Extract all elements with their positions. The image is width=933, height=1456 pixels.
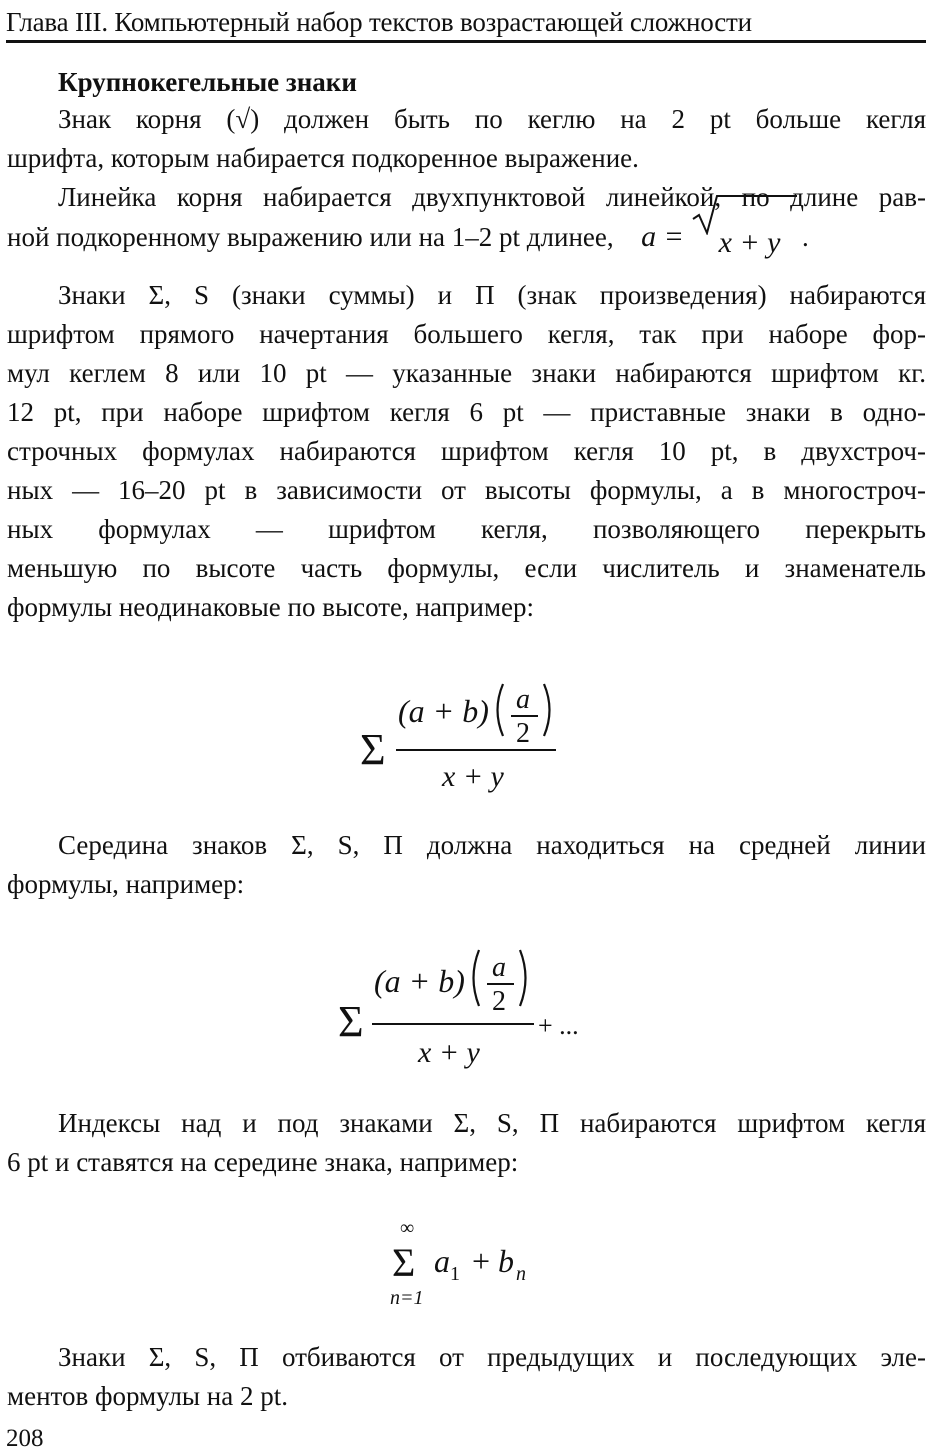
line-text: ных формулах — шрифтом кегля, позволяющего перекрыть: [7, 514, 926, 544]
text-line: [7, 510, 926, 549]
text-line: [7, 826, 926, 865]
paragraph-sign-middle: [7, 826, 926, 904]
line-text: шрифтом прямого начертания большего кегля, так при наборе фор-: [7, 319, 926, 349]
line-text: Середина знаков Σ, S, П должна находиться на средней линии: [58, 830, 926, 860]
text-line: [7, 865, 926, 904]
text-line: [7, 1104, 926, 1143]
text-line: [7, 432, 926, 471]
text-line: [7, 1338, 926, 1377]
line-text: строчных формулах набираются шрифтом кегля 10 pt, в двухстроч-: [7, 436, 926, 466]
text-line: [7, 588, 926, 627]
section-title: Крупнокегельные знаки: [58, 67, 357, 97]
paragraph-root-rule: [7, 178, 926, 263]
formula-period: .: [802, 222, 809, 252]
text-line: [7, 471, 926, 510]
plus-sign: +: [472, 1243, 491, 1279]
line-text: ментов формулы на 2 pt.: [7, 1381, 288, 1411]
sqrt-sign-icon: [691, 193, 801, 235]
left-paren: [474, 950, 480, 1006]
paragraph-spacing: [7, 1338, 926, 1416]
inline-formula-lhs: a =: [641, 220, 684, 253]
formula-sum-fraction-2: [338, 932, 598, 1077]
running-head: Глава III. Компьютерный набор текстов возрастающей сложности: [6, 7, 752, 37]
paragraph-root-sign: [7, 100, 926, 178]
sigma-sign: Σ: [392, 1240, 416, 1285]
formula-series: [388, 1216, 558, 1317]
lower-limit: n=1: [390, 1287, 424, 1309]
text-line: [7, 1377, 926, 1416]
text-line: [7, 1143, 926, 1182]
text-line: [7, 139, 926, 178]
paragraph-sum-signs: [7, 276, 926, 627]
line-text: Линейка корня набирается двухпунктовой линейкой, по длине рав-: [58, 182, 926, 212]
sigma-sign: Σ: [360, 725, 386, 774]
line-text: шрифта, которым набирается подкоренное выражение.: [7, 143, 639, 173]
line-text: ной подкоренному выражению или на 1–2 pt длинее,: [7, 222, 614, 252]
line-text: формулы, например:: [7, 869, 245, 899]
term-a: a: [434, 1243, 450, 1279]
inline-sqrt: [691, 223, 781, 263]
line-text: 6 pt и ставятся на середине знака, например:: [7, 1147, 519, 1177]
inner-numerator: a: [516, 684, 530, 715]
text-line: [7, 393, 926, 432]
term-b: b: [498, 1243, 514, 1279]
formula-sum-fraction-1: [360, 664, 580, 799]
line-text: меньшую по высоте часть формулы, если числитель и знаменатель: [7, 553, 926, 583]
line-text: ных — 16–20 pt в зависимости от высоты формулы, а в многостроч-: [7, 475, 926, 505]
line-text: Знаки Σ, S (знаки суммы) и П (знак произведения) набираются: [58, 280, 926, 310]
line-text: Знаки Σ, S, П отбиваются от предыдущих и последующих эле-: [58, 1342, 926, 1372]
line-text: Индексы над и под знаками Σ, S, П набираются шрифтом кегля: [58, 1108, 926, 1138]
text-line: [7, 217, 926, 263]
page-number: 208: [6, 1425, 44, 1452]
inner-denominator: 2: [516, 718, 530, 749]
numerator-product: (a + b): [374, 963, 465, 999]
term-b-subscript: n: [516, 1263, 526, 1285]
line-text: мул кеглем 8 или 10 pt — указанные знаки набираются шрифтом кг.: [7, 358, 926, 388]
inner-numerator: a: [492, 952, 506, 983]
text-line: [7, 100, 926, 139]
inner-denominator: 2: [492, 986, 506, 1017]
upper-limit: ∞: [400, 1217, 415, 1239]
line-text: 12 pt, при наборе шрифтом кегля 6 pt — приставные знаки в одно-: [7, 397, 926, 427]
paragraph-indices: [7, 1104, 926, 1182]
line-text: формулы неодинаковые по высоте, например:: [7, 592, 535, 622]
line-text: Знак корня (√) должен быть по кеглю на 2 pt больше кегля: [58, 104, 926, 134]
right-paren: [520, 950, 526, 1006]
text-line: [7, 549, 926, 588]
text-line: [7, 354, 926, 393]
text-line: [7, 315, 926, 354]
denominator: x + y: [418, 1036, 480, 1069]
numerator-product: (a + b): [398, 693, 489, 729]
term-a-subscript: 1: [450, 1263, 460, 1285]
denominator: x + y: [442, 760, 504, 793]
header-rule: [6, 40, 926, 43]
left-paren: [498, 684, 504, 736]
right-paren: [544, 684, 550, 736]
sqrt-radicand: x + y: [718, 226, 781, 259]
formula-tail: + ...: [538, 1011, 579, 1040]
sigma-sign: Σ: [338, 997, 364, 1046]
text-line: [7, 276, 926, 315]
